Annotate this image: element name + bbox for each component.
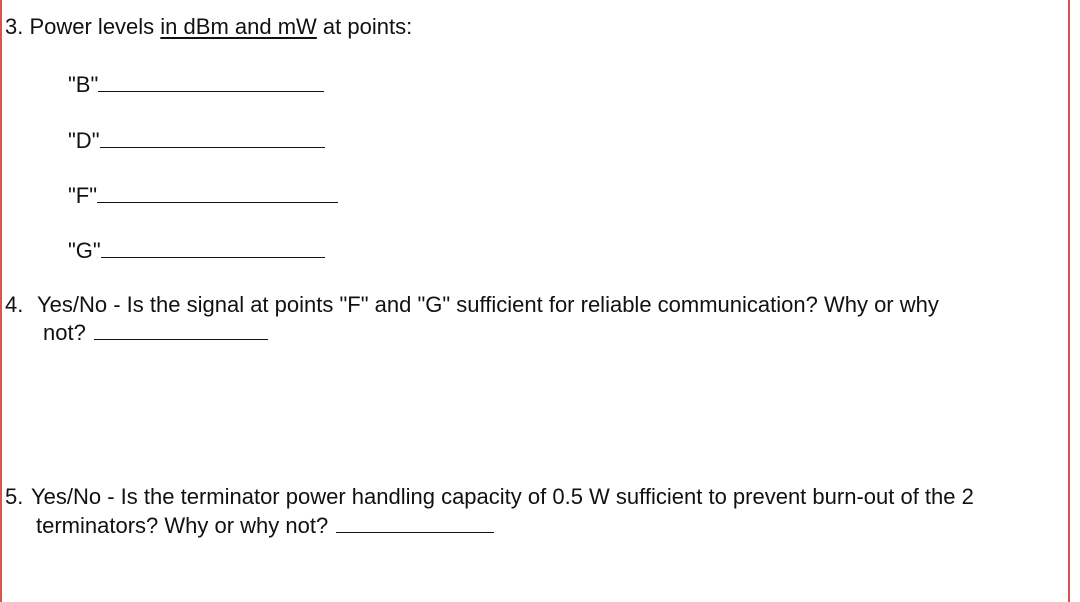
question-4-line-2	[43, 320, 268, 346]
question-3-suffix: at points:	[316, 14, 413, 39]
point-d-label: "D"	[68, 128, 100, 153]
point-d-answer-blank[interactable]	[100, 129, 325, 148]
question-3-emphasis: in dBm and mW	[160, 14, 317, 39]
point-f-row	[68, 183, 338, 209]
question-4-answer-blank[interactable]	[94, 321, 268, 340]
point-g-label: "G"	[68, 238, 101, 263]
question-5-number: 5.	[5, 484, 24, 509]
point-b-row	[68, 72, 324, 98]
question-5-text-line-1: Yes/No - Is the terminator power handling capacity of 0.5 W sufficient to prevent burn-out of the 2	[31, 484, 974, 509]
page-right-margin-line	[1068, 0, 1070, 602]
point-g-row	[68, 238, 325, 264]
question-5-text-line-2: terminators? Why or why not?	[36, 513, 329, 538]
question-3-prefix: 3. Power levels	[5, 14, 161, 39]
question-3-heading	[5, 14, 412, 40]
question-4-text-line-1: Yes/No - Is the signal at points "F" and "G" sufficient for reliable communication? Why or why	[37, 292, 939, 317]
question-4-line-1	[5, 292, 939, 318]
question-5-answer-blank[interactable]	[336, 514, 494, 533]
point-b-label: "B"	[68, 72, 99, 97]
point-d-row	[68, 128, 325, 154]
question-5-line-2	[36, 513, 494, 539]
point-f-answer-blank[interactable]	[97, 184, 338, 203]
point-f-label: "F"	[68, 183, 98, 208]
point-b-answer-blank[interactable]	[98, 73, 324, 92]
page-left-margin-line	[0, 0, 2, 602]
question-4-text-line-2: not?	[43, 320, 86, 345]
question-5-line-1	[5, 484, 974, 510]
point-g-answer-blank[interactable]	[101, 239, 325, 258]
question-4-number: 4.	[5, 292, 24, 317]
